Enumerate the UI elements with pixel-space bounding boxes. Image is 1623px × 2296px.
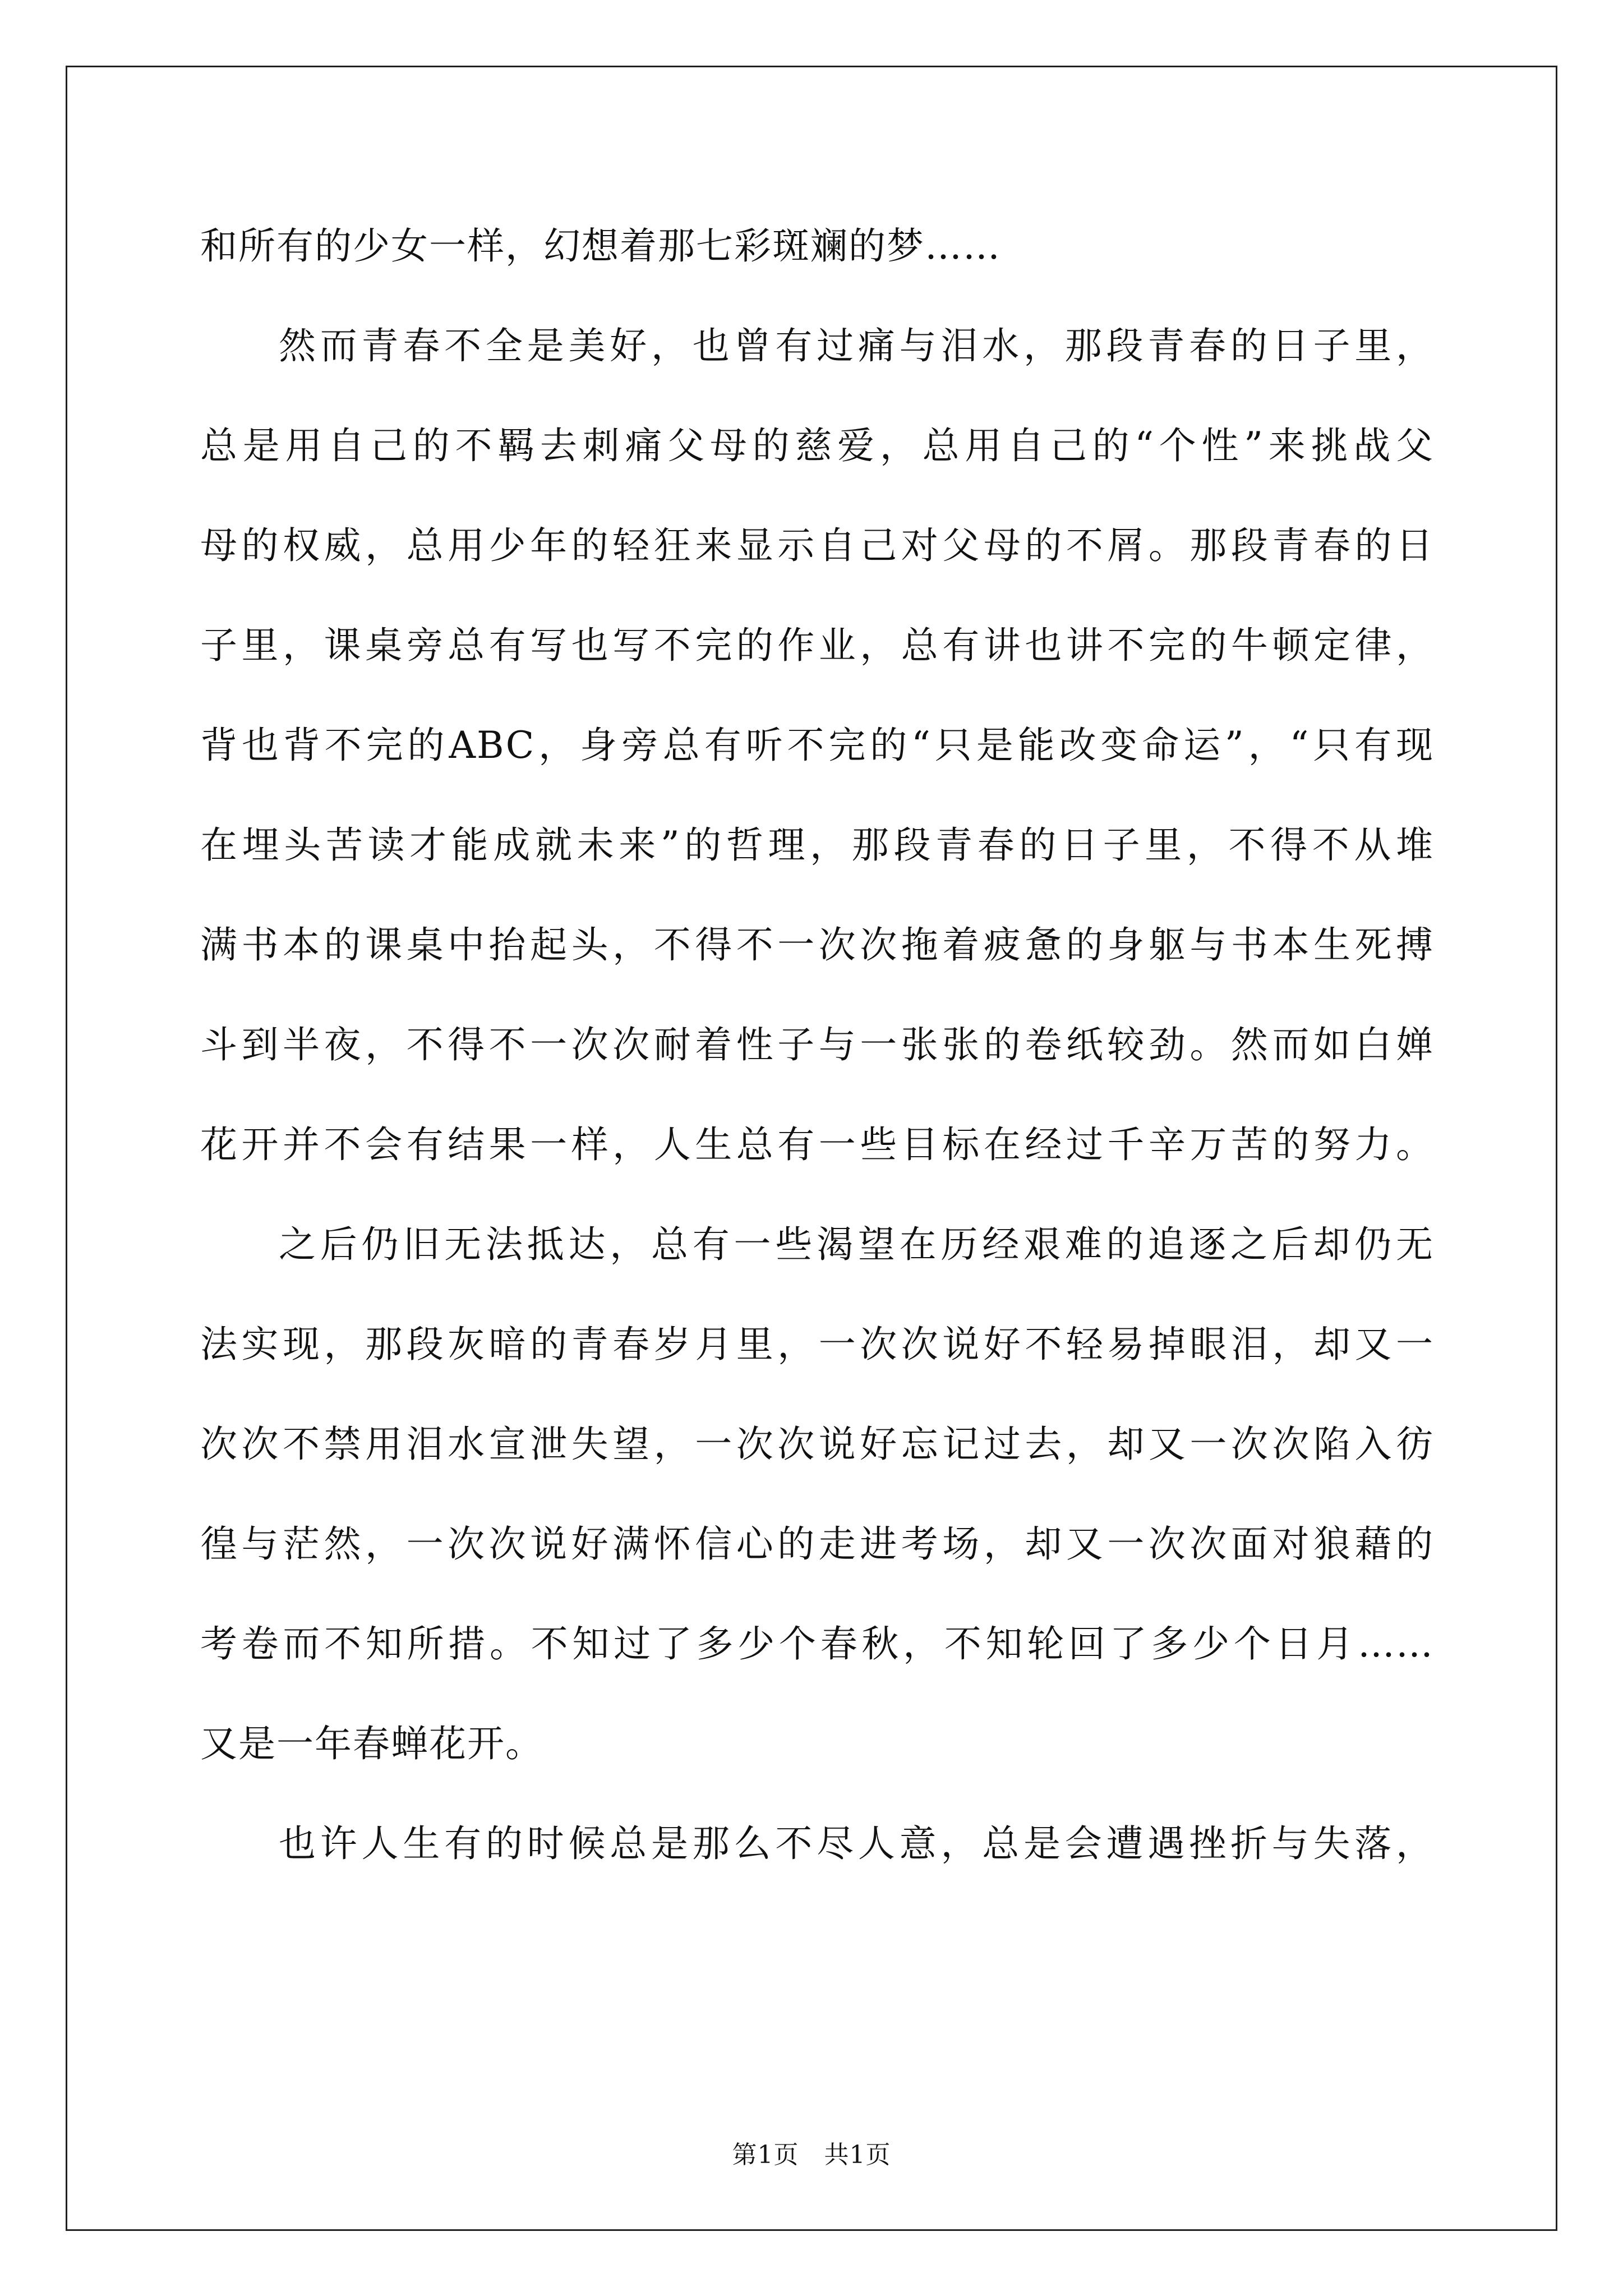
document-body — [200, 196, 1434, 1894]
text-line: 花开并不会有结果一样，人生总有一些目标在经过千辛万苦的努力。 — [200, 1123, 1434, 1166]
text-line: 总是用自己的不羁去刺痛父母的慈爱，总用自己的“个性”来挑战父 — [200, 424, 1434, 467]
text-line: 在埋头苦读才能成就未来”的哲理，那段青春的日子里，不得不从堆 — [200, 823, 1434, 867]
text-line: 徨与茫然，一次次说好满怀信心的走进考场，却又一次次面对狼藉的 — [200, 1522, 1434, 1566]
text-line: 斗到半夜，不得不一次次耐着性子与一张张的卷纸较劲。然而如白婵 — [200, 1023, 1434, 1066]
text-line: 法实现，那段灰暗的青春岁月里，一次次说好不轻易掉眼泪，却又一 — [200, 1323, 1434, 1366]
text-line: 满书本的课桌中抬起头，不得不一次次拖着疲惫的身躯与书本生死搏 — [200, 923, 1434, 967]
text-line: 子里，课桌旁总有写也写不完的作业，总有讲也讲不完的牛顿定律， — [200, 624, 1434, 667]
text-line: 次次不禁用泪水宣泄失望，一次次说好忘记过去，却又一次次陷入彷 — [200, 1423, 1434, 1466]
text-line: 背也背不完的ABC，身旁总有听不完的“只是能改变命运”，“只有现 — [200, 724, 1434, 767]
page-footer: 第1页 共1页 — [732, 2141, 891, 2169]
text-line: 然而青春不全是美好，也曾有过痛与泪水，那段青春的日子里， — [279, 324, 1434, 367]
text-line: 母的权威，总用少年的轻狂来显示自己对父母的不屑。那段青春的日 — [200, 524, 1434, 567]
text-line: 也许人生有的时候总是那么不尽人意，总是会遭遇挫折与失落， — [279, 1822, 1434, 1865]
text-line: 又是一年春蝉花开。 — [200, 1722, 543, 1765]
text-line: 考卷而不知所措。不知过了多少个春秋，不知轮回了多少个日月…… — [200, 1622, 1434, 1665]
text-line: 之后仍旧无法抵达，总有一些渴望在历经艰难的追逐之后却仍无 — [279, 1223, 1434, 1266]
text-line: 和所有的少女一样，幻想着那七彩斑斓的梦…… — [200, 224, 1001, 268]
